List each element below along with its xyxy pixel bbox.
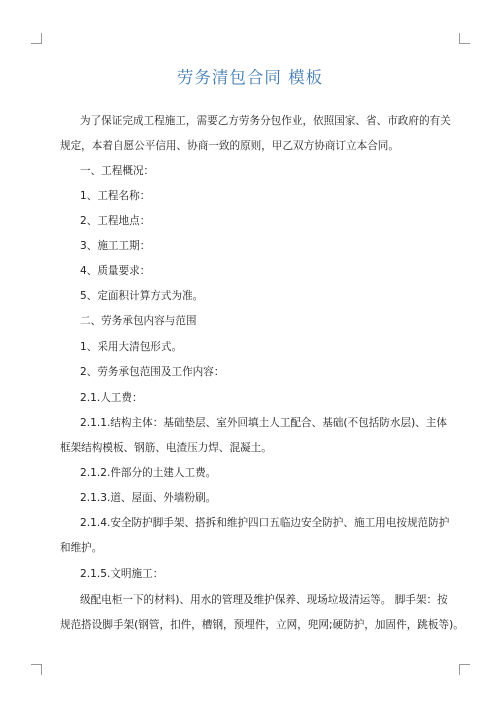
list-item: 2.1.5.文明施工： xyxy=(80,568,164,580)
list-item: 1、采用大清包形式。 xyxy=(80,341,183,353)
paragraph-line: 2.1.1.结构主体：基础垫层、室外回填土人工配合、基础(不包括防水层)、主体 xyxy=(80,417,447,429)
list-item: 5、定面积计算方式为准。 xyxy=(80,290,204,302)
crop-mark-bottom-left xyxy=(31,664,42,675)
crop-mark-bottom-right xyxy=(459,664,470,675)
paragraph-line: 框架结构模板、钢筋、电渣压力焊、混凝土。 xyxy=(60,442,272,454)
list-item: 2、工程地点： xyxy=(80,215,151,227)
list-item: 2.1.3.道、屋面、外墙粉刷。 xyxy=(80,492,217,504)
document-title: 劳务清包合同 模板 xyxy=(176,68,324,87)
list-item: 3、施工工期： xyxy=(80,240,151,252)
paragraph-line: 级配电柜一下的材料)、用水的管理及维护保养、现场垃圾清运等。 脚手架：按 xyxy=(80,594,448,606)
paragraph-line: 规范搭设脚手架(钢管，扣件，槽钢，预埋件，立网，兜网;硬防护，加固件，跳板等)。 xyxy=(60,619,464,631)
section-heading: 二、劳务承包内容与范围 xyxy=(80,315,197,327)
paragraph-line: 和维护。 xyxy=(60,542,103,554)
list-item: 1、工程名称： xyxy=(80,190,151,202)
paragraph-line: 2.1.4.安全防护脚手架、搭拆和维护四口五临边安全防护、施工用电按规范防护 xyxy=(80,517,450,529)
list-item: 2.1.2.件部分的土建人工费。 xyxy=(80,467,217,479)
crop-mark-top-right xyxy=(459,33,470,44)
list-item: 4、质量要求： xyxy=(80,265,151,277)
list-item: 2、劳务承包范围及工作内容： xyxy=(80,366,225,378)
paragraph-line: 为了保证完成工程施工，需要乙方劳务分包作业，依照国家、省、市政府的有关 xyxy=(80,115,451,127)
paragraph-line: 规定，本着自愿公平信用、协商一致的原则，甲乙双方协商订立本合同。 xyxy=(60,140,399,152)
section-heading: 一、工程概况： xyxy=(80,165,155,177)
list-item: 2.1.人工费： xyxy=(80,392,143,404)
crop-mark-top-left xyxy=(31,33,42,44)
